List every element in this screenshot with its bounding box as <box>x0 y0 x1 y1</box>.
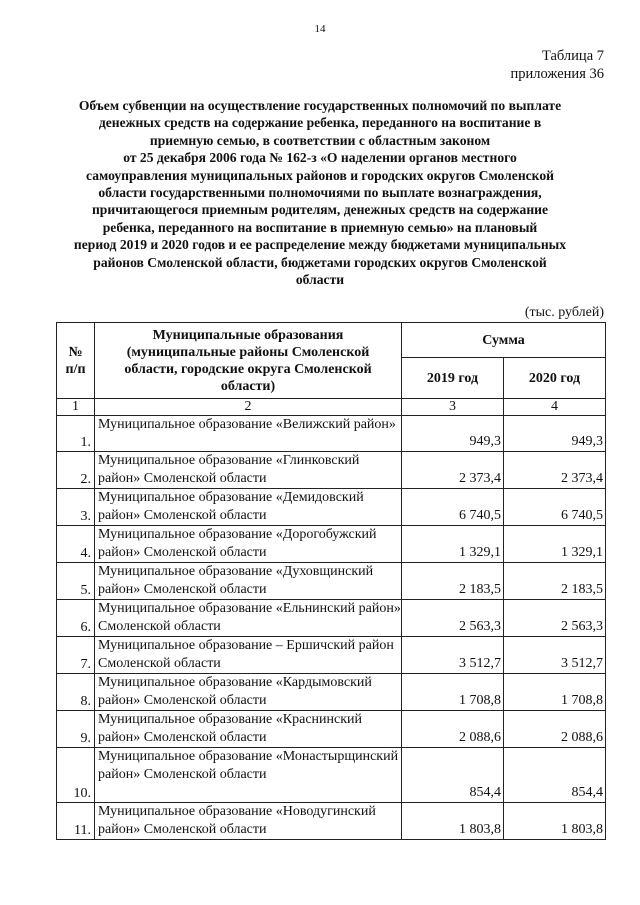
value-2020: 6 740,5 <box>504 489 606 526</box>
value-2019: 2 373,4 <box>402 452 504 489</box>
table-row <box>57 711 606 748</box>
municipality-name: Муниципальное образование – Ершичский район Смоленской области <box>95 637 402 674</box>
row-number: 11. <box>57 803 95 840</box>
value-2020: 1 803,8 <box>504 803 606 840</box>
row-number: 2. <box>57 452 95 489</box>
header-number-line: № <box>68 344 83 360</box>
column-number-row <box>57 399 606 416</box>
value-2019: 6 740,5 <box>402 489 504 526</box>
row-number: 5. <box>57 563 95 600</box>
municipality-name: Муниципальное образование «Велижский район» <box>95 416 402 452</box>
document-title <box>40 97 600 288</box>
title-line: от 25 декабря 2006 года № 162-з «О наделении органов местного <box>123 150 517 166</box>
value-2020: 1 329,1 <box>504 526 606 563</box>
municipality-name: Муниципальное образование «Демидовский район» Смоленской области <box>95 489 402 526</box>
municipality-name: Муниципальное образование «Ельнинский район» Смоленской области <box>95 600 402 637</box>
value-2020: 2 183,5 <box>504 563 606 600</box>
table-row <box>57 803 606 840</box>
table-row <box>57 489 606 526</box>
value-2019: 854,4 <box>402 748 504 803</box>
table-row <box>57 452 606 489</box>
value-2019: 2 088,6 <box>402 711 504 748</box>
value-2019: 949,3 <box>402 416 504 452</box>
column-number: 4 <box>504 399 606 416</box>
title-line: области государственными полномочиями по выплате вознаграждения, <box>98 185 542 201</box>
table-row <box>57 748 606 803</box>
value-2020: 949,3 <box>504 416 606 452</box>
units-label: (тыс. рублей) <box>524 305 604 320</box>
title-line: районов Смоленской области, бюджетами городских округов Смоленской <box>93 254 547 270</box>
title-line: период 2019 и 2020 годов и ее распределение между бюджетами муниципальных <box>73 237 567 253</box>
municipality-name: Муниципальное образование «Краснинский район» Смоленской области <box>95 711 402 748</box>
table-row <box>57 416 606 452</box>
value-2020: 2 373,4 <box>504 452 606 489</box>
page-number: 14 <box>314 23 326 35</box>
title-line: денежных средств на содержание ребенка, переданного на воспитание в <box>98 115 542 131</box>
title-line: области <box>295 272 345 288</box>
header-year-2020: 2020 год <box>504 358 606 399</box>
table-reference-line: Таблица 7 <box>541 48 604 64</box>
row-number: 8. <box>57 674 95 711</box>
title-line: ребенка, переданного на воспитание в приемную семью» на плановый <box>102 219 538 235</box>
municipality-name: Муниципальное образование «Монастырщинский район» Смоленской области <box>95 748 402 803</box>
header-municipality: Муниципальные образования (муниципальные районы Смоленской области, городские округа Смоленской области) <box>95 323 402 399</box>
title-line: приемную семью, в соответствии с областным законом <box>149 132 491 148</box>
value-2020: 2 563,3 <box>504 600 606 637</box>
table-reference <box>511 47 604 83</box>
table-row <box>57 600 606 637</box>
column-number: 3 <box>402 399 504 416</box>
value-2019: 1 329,1 <box>402 526 504 563</box>
row-number: 4. <box>57 526 95 563</box>
value-2019: 3 512,7 <box>402 637 504 674</box>
title-line: причитающегося приемным родителям, денежных средств на содержание <box>91 202 549 218</box>
row-number: 9. <box>57 711 95 748</box>
subsidy-table <box>56 322 606 840</box>
value-2020: 1 708,8 <box>504 674 606 711</box>
value-2019: 1 708,8 <box>402 674 504 711</box>
municipality-name: Муниципальное образование «Духовщинский район» Смоленской области <box>95 563 402 600</box>
value-2020: 2 088,6 <box>504 711 606 748</box>
title-line: самоуправления муниципальных районов и городских округов Смоленской <box>86 167 554 183</box>
municipality-name: Муниципальное образование «Дорогобужский район» Смоленской области <box>95 526 402 563</box>
row-number: 6. <box>57 600 95 637</box>
value-2020: 3 512,7 <box>504 637 606 674</box>
row-number: 7. <box>57 637 95 674</box>
column-number: 2 <box>95 399 402 416</box>
row-number: 1. <box>57 416 95 452</box>
table-row <box>57 674 606 711</box>
row-number: 10. <box>57 748 95 803</box>
header-number <box>57 323 95 399</box>
header-year-2019: 2019 год <box>402 358 504 399</box>
value-2019: 1 803,8 <box>402 803 504 840</box>
value-2019: 2 183,5 <box>402 563 504 600</box>
municipality-name: Муниципальное образование «Кардымовский район» Смоленской области <box>95 674 402 711</box>
header-number-line: п/п <box>65 361 86 377</box>
table-row <box>57 526 606 563</box>
municipality-name: Муниципальное образование «Новодугинский район» Смоленской области <box>95 803 402 840</box>
title-line: Объем субвенции на осуществление государственных полномочий по выплате <box>78 98 562 113</box>
header-row <box>57 323 606 358</box>
value-2019: 2 563,3 <box>402 600 504 637</box>
value-2020: 854,4 <box>504 748 606 803</box>
column-number: 1 <box>57 399 95 416</box>
table-row <box>57 637 606 674</box>
municipality-name: Муниципальное образование «Глинковский район» Смоленской области <box>95 452 402 489</box>
header-sum: Сумма <box>402 323 606 358</box>
appendix-reference-line: приложения 36 <box>510 66 604 82</box>
table-row <box>57 563 606 600</box>
row-number: 3. <box>57 489 95 526</box>
